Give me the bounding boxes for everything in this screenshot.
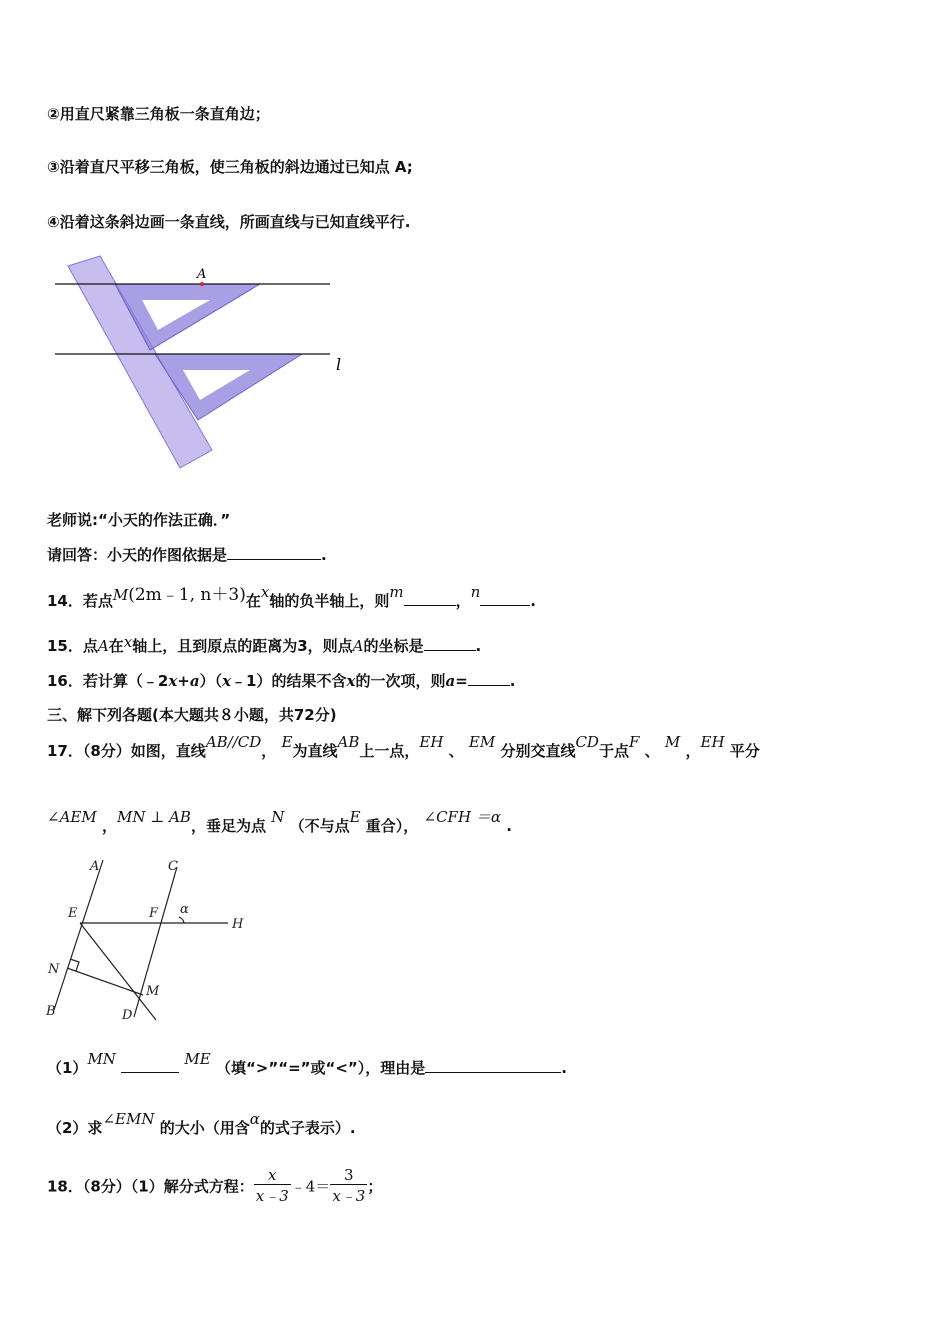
label-l: l — [336, 355, 342, 374]
label-C: C — [168, 859, 178, 874]
answer-blank[interactable] — [227, 558, 321, 560]
question-17-line2: ∠AEM ，MN ⊥ AB，垂足为点 N （不与点E 重合）， ∠CFH ＝α . — [47, 808, 512, 835]
ruler-triangle-figure — [50, 250, 360, 475]
point-a — [200, 282, 204, 286]
question-17-part2: （2）求∠EMN 的大小（用含α的式子表示）. — [47, 1110, 356, 1137]
fraction-right: $\frac{3}{x﹣3}$ — [332, 1166, 366, 1205]
step-2: ②用直尺紧靠三角板一条直角边； — [47, 105, 270, 123]
section-3-heading: 三、解下列各题(本大题共８小题，共72分) — [47, 706, 337, 724]
label-F: F — [149, 906, 159, 921]
label-N: N — [48, 962, 60, 977]
label-B: B — [46, 1004, 56, 1019]
label-E: E — [68, 906, 78, 921]
label-alpha: α — [180, 902, 189, 917]
question-16: 16．若计算（﹣2x+a）（x﹣1）的结果不含x的一次项，则a= . — [47, 672, 516, 690]
label-M: M — [146, 984, 160, 999]
teacher-remark: 老师说:“小天的作法正确．” — [47, 511, 231, 529]
question-18: 18．（8分）（1）解分式方程： $\frac{x}{x﹣3}$ ﹣4＝ $\frac{3}{x﹣3}$ ； — [47, 1166, 383, 1205]
label-D: D — [122, 1008, 133, 1023]
fraction-left: $\frac{x}{x﹣3}$ — [255, 1166, 289, 1205]
q16-blank[interactable] — [468, 684, 510, 686]
label-H: H — [232, 917, 244, 932]
segment-em — [80, 923, 156, 1020]
label-a: A — [197, 267, 207, 282]
question-17-part1: （1）MN ME （填“>”“=”或“<”），理由是 . — [47, 1050, 567, 1077]
question-14: 14．若点M(2m﹣1, n＋3)在x轴的负半轴上，则m ，n . — [47, 583, 536, 610]
step-4: ④沿着这条斜边画一条直线，所画直线与已知直线平行. — [47, 213, 411, 231]
q17-1-reason-blank[interactable] — [425, 1071, 561, 1073]
line-ab — [54, 860, 103, 1010]
geometry-figure — [40, 855, 260, 1025]
question-15: 15．点A在x轴上，且到原点的距离为3，则点A的坐标是 . — [47, 633, 482, 655]
alpha-arc — [179, 917, 184, 923]
q14-blank-n[interactable] — [480, 604, 530, 606]
q14-blank-m[interactable] — [404, 604, 456, 606]
q17-1-compare-blank[interactable] — [121, 1071, 179, 1073]
label-A: A — [90, 859, 100, 874]
q15-blank[interactable] — [424, 649, 476, 651]
question-17-line1: 17．（8分）如图，直线AB//CD， E为直线AB上一点，EH 、 EM 分别交直线CD于点F 、 M ，EH 平分 — [47, 733, 760, 760]
step-3: ③沿着直尺平移三角板，使三角板的斜边通过已知点 A; — [47, 158, 413, 176]
answer-prompt: 请回答：小天的作图依据是 . — [47, 546, 327, 564]
segment-nm — [67, 968, 143, 995]
